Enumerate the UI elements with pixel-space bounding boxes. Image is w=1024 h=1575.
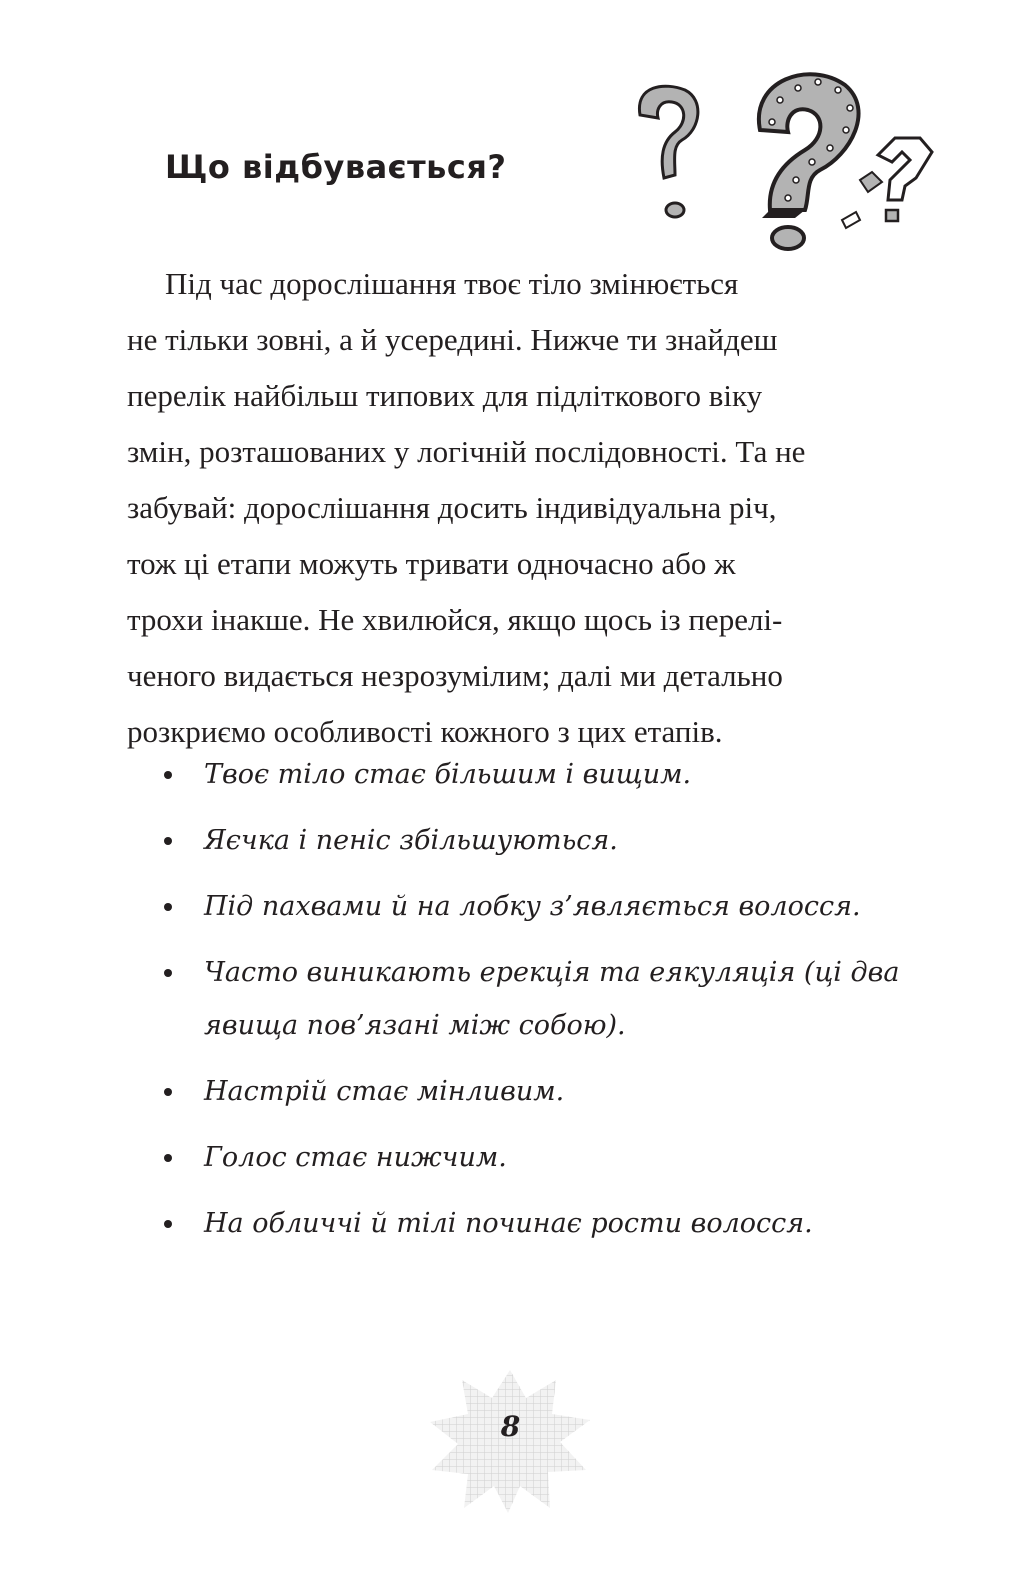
list-item bbox=[160, 1131, 920, 1184]
paragraph-line: розкриємо особливості кожного з цих етапів. bbox=[127, 714, 723, 749]
question-mark-small-icon bbox=[639, 86, 697, 217]
paragraph-line: ченого видається незрозумілим; далі ми детально bbox=[127, 658, 783, 693]
paragraph-line: не тільки зовні, а й усередині. Нижче ти знайдеш bbox=[127, 322, 778, 357]
list-item bbox=[160, 880, 920, 933]
list-item bbox=[160, 1197, 920, 1250]
bullet-icon bbox=[164, 903, 172, 911]
question-mark-outline-icon bbox=[842, 138, 932, 228]
list-item-text: На обличчі й тілі починає рости волосся. bbox=[204, 1208, 813, 1239]
paragraph-line: забувай: дорослішання досить індивідуальна річ, bbox=[127, 490, 777, 525]
list-item-text: явища пов’язані між собою). bbox=[204, 1010, 626, 1041]
question-marks-illustration bbox=[620, 60, 950, 260]
paragraph-line: тож ці етапи можуть тривати одночасно або ж bbox=[127, 546, 736, 581]
list-item bbox=[160, 1065, 920, 1118]
paragraph-line: Під час дорослішання твоє тіло змінюється bbox=[165, 266, 739, 301]
page-heading: Що відбувається? bbox=[165, 148, 507, 186]
intro-paragraph bbox=[127, 256, 917, 760]
list-item bbox=[160, 946, 920, 1052]
list-item-text: Часто виникають ерекція та еякуляція (ці два bbox=[204, 957, 900, 988]
changes-list bbox=[160, 748, 920, 1263]
list-item-text: Яєчка і пеніс збільшуються. bbox=[204, 825, 618, 856]
list-item bbox=[160, 748, 920, 801]
list-item-text: Настрій стає мінливим. bbox=[204, 1076, 565, 1107]
bullet-icon bbox=[164, 771, 172, 779]
paragraph-line: перелік найбільш типових для підліткового віку bbox=[127, 378, 763, 413]
paragraph-line: трохи інакше. Не хвилюйся, якщо щось із перелі- bbox=[127, 602, 783, 637]
bullet-icon bbox=[164, 969, 172, 977]
list-item-text: Під пахвами й на лобку з’являється волосся. bbox=[204, 891, 861, 922]
bullet-icon bbox=[164, 1154, 172, 1162]
bullet-icon bbox=[164, 1088, 172, 1096]
bullet-icon bbox=[164, 1220, 172, 1228]
page-number: 8 bbox=[500, 1410, 521, 1443]
paragraph-line: змін, розташованих у логічній послідовності. Та не bbox=[127, 434, 806, 469]
bullet-icon bbox=[164, 837, 172, 845]
list-item-text: Твоє тіло стає більшим і вищим. bbox=[204, 759, 692, 790]
list-item-text: Голос стає нижчим. bbox=[204, 1142, 507, 1173]
list-item bbox=[160, 814, 920, 867]
